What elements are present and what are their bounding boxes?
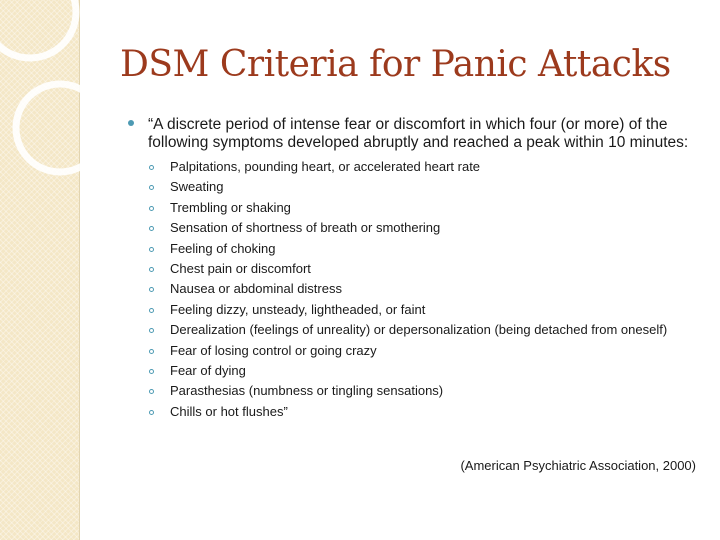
symptom-text: Trembling or shaking — [170, 199, 291, 215]
hollow-circle-bullet-icon — [149, 287, 154, 292]
hollow-circle-bullet-icon — [149, 410, 154, 415]
list-item — [148, 259, 700, 279]
hollow-circle-bullet-icon — [149, 328, 154, 333]
filled-circle-bullet-icon — [128, 120, 134, 126]
list-item — [148, 341, 700, 361]
hollow-circle-bullet-icon — [149, 247, 154, 252]
hollow-circle-bullet-icon — [149, 165, 154, 170]
list-item — [148, 198, 700, 218]
hollow-circle-bullet-icon — [149, 389, 154, 394]
slide-body — [128, 116, 700, 422]
hollow-circle-bullet-icon — [149, 308, 154, 313]
hollow-circle-bullet-icon — [149, 267, 154, 272]
list-item — [148, 239, 700, 259]
hollow-circle-bullet-icon — [149, 206, 154, 211]
list-item — [148, 402, 700, 422]
list-item — [148, 381, 700, 401]
hollow-circle-bullet-icon — [149, 369, 154, 374]
list-item — [148, 361, 700, 381]
symptom-text: Nausea or abdominal distress — [170, 281, 342, 297]
list-item — [148, 177, 700, 197]
slide-title: DSM Criteria for Panic Attacks — [120, 44, 671, 85]
hollow-circle-bullet-icon — [149, 185, 154, 190]
main-point-text: “A discrete period of intense fear or discomfort in which four (or more) of the following symptoms developed abruptly and reached a peak within 10 minutes: — [148, 116, 689, 151]
list-item — [148, 300, 700, 320]
symptom-text: Feeling of choking — [170, 240, 276, 256]
symptom-text: Fear of dying — [170, 362, 246, 378]
list-item — [148, 279, 700, 299]
symptom-text: Chest pain or discomfort — [170, 260, 311, 276]
symptom-text: Parasthesias (numbness or tingling sensations) — [170, 383, 444, 399]
decorative-rings-icon — [0, 0, 120, 200]
hollow-circle-bullet-icon — [149, 349, 154, 354]
list-item — [148, 320, 700, 340]
symptom-text: Derealization (feelings of unreality) or depersonalization (being detached from oneself) — [170, 322, 668, 338]
main-bullet-point — [128, 116, 700, 151]
symptom-text: Chills or hot flushes” — [170, 403, 288, 419]
symptom-list — [128, 157, 700, 422]
citation: (American Psychiatric Association, 2000) — [460, 458, 696, 473]
list-item — [148, 218, 700, 238]
symptom-text: Fear of losing control or going crazy — [170, 342, 377, 358]
symptom-text: Sweating — [170, 179, 224, 195]
symptom-text: Sensation of shortness of breath or smothering — [170, 220, 441, 236]
hollow-circle-bullet-icon — [149, 226, 154, 231]
symptom-text: Feeling dizzy, unsteady, lightheaded, or faint — [170, 301, 426, 317]
list-item — [148, 157, 700, 177]
symptom-text: Palpitations, pounding heart, or accelerated heart rate — [170, 159, 481, 174]
